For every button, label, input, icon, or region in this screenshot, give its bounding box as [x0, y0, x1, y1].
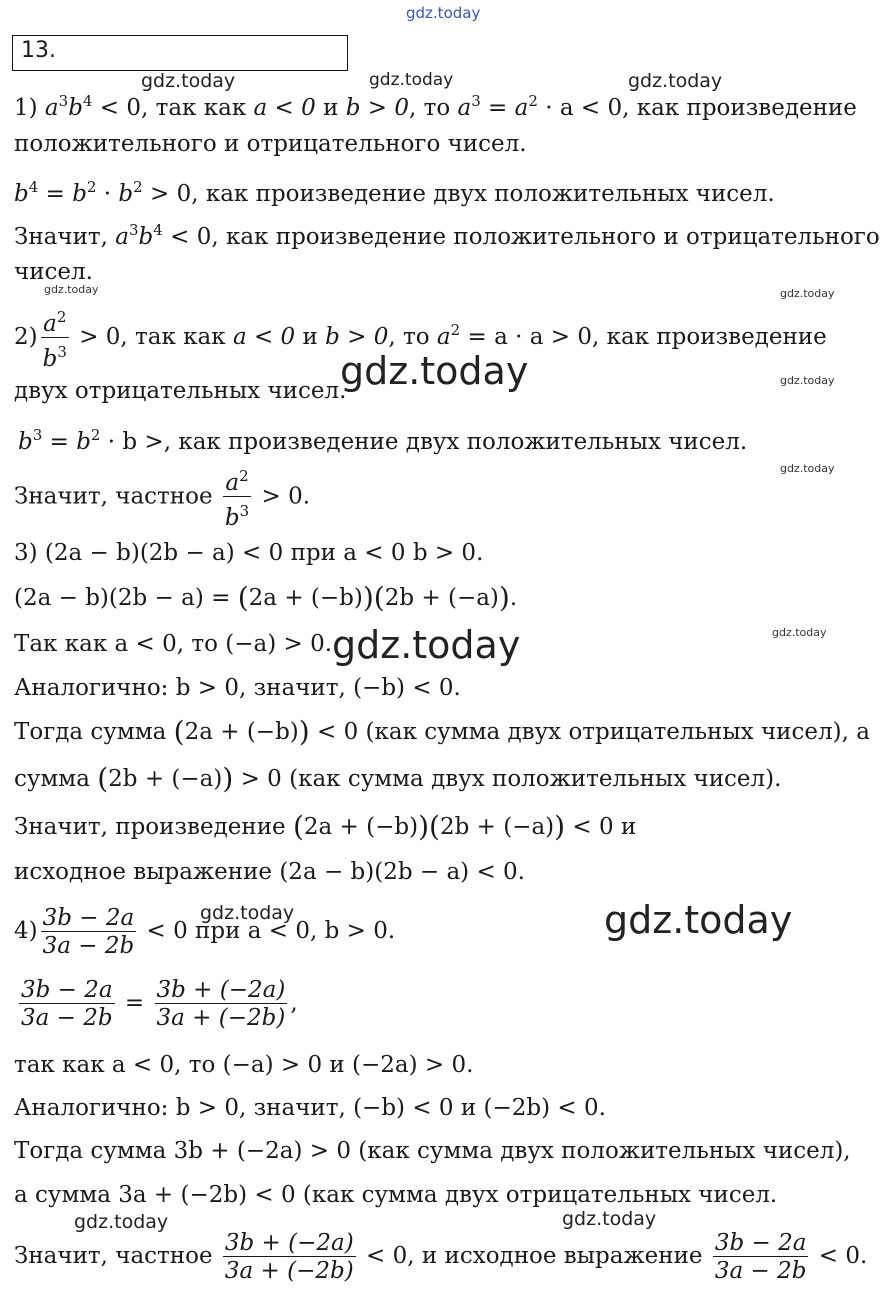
fraction-denominator: 3a + (−2b)	[224, 1257, 354, 1284]
part1-line2: положительного и отрицательного чисел.	[14, 131, 527, 157]
text: и	[295, 324, 326, 350]
fraction-denominator: 3a − 2b	[42, 932, 135, 959]
exponent: 3	[239, 502, 250, 520]
math-var: a	[436, 324, 451, 350]
watermark: gdz.today	[141, 70, 236, 92]
part3-line1: 3) (2a − b)(2b − a) < 0 при a < 0 b > 0.	[14, 540, 484, 566]
text: > 0 (как сумма двух положительных чисел).	[233, 766, 782, 792]
paren: (	[429, 810, 440, 843]
watermark: gdz.today	[780, 287, 835, 300]
text: .	[509, 585, 518, 611]
math-expr: 2a + (−b)	[303, 814, 419, 840]
fraction	[223, 463, 251, 532]
fraction-numerator: 3b − 2a	[714, 1229, 807, 1256]
text: Тогда сумма	[14, 719, 174, 745]
text: < 0, и исходное выражение	[358, 1243, 710, 1269]
text: (2a − b)(2b − a) =	[14, 585, 238, 611]
watermark: gdz.today	[628, 70, 723, 92]
part1-line1	[14, 86, 857, 123]
part1-line5: чисел.	[14, 259, 93, 285]
part2-line3	[18, 420, 747, 457]
watermark-large: gdz.today	[332, 623, 521, 667]
text: и	[315, 95, 346, 121]
paren: (	[173, 715, 185, 748]
fraction	[41, 304, 69, 373]
math-expr: 2b + (−a)	[108, 766, 223, 792]
math-expr: 2a + (−b)	[184, 719, 299, 745]
part4-line6: а сумма 3a + (−2b) < 0 (как сумма двух отрицательных чисел.	[14, 1182, 778, 1208]
text: ·	[96, 181, 119, 207]
text: > 0.	[254, 483, 311, 510]
exponent: 3	[128, 221, 139, 239]
text: < 0, так как	[92, 95, 254, 121]
part3-line2	[14, 583, 517, 613]
text: Значит, частное	[14, 483, 220, 510]
math-var: b	[42, 345, 58, 372]
exponent: 3	[57, 342, 67, 361]
exponent: 2	[86, 178, 97, 196]
paren: )	[418, 810, 430, 843]
fraction	[713, 1230, 809, 1285]
text: > 0, как произведение двух положительных чисел.	[142, 181, 775, 207]
watermark-top: gdz.today	[406, 4, 481, 22]
text: Значит,	[14, 224, 116, 250]
part4-line7	[14, 1226, 867, 1286]
fraction-numerator: 3b + (−2a)	[156, 976, 286, 1003]
text: =	[117, 990, 152, 1016]
math-var: b	[72, 181, 87, 207]
paren: (	[292, 810, 304, 843]
text: < 0.	[811, 1243, 868, 1269]
part3-line5	[14, 717, 870, 747]
exponent: 2	[133, 178, 143, 196]
watermark-large: gdz.today	[604, 898, 793, 942]
math-var: b	[68, 95, 83, 121]
math-expr: 2b + (−a)	[384, 585, 499, 611]
fraction-denominator: 3a − 2b	[714, 1257, 807, 1284]
fraction-denominator: 3a − 2b	[21, 1004, 113, 1031]
text: =	[42, 429, 77, 455]
math-expr: b > 0	[325, 324, 389, 350]
exponent: 2	[90, 426, 101, 444]
math-var: b	[14, 181, 29, 207]
paren: )	[362, 581, 374, 614]
text: , то	[388, 324, 437, 350]
watermark: gdz.today	[780, 462, 835, 475]
fraction-numerator: 3b − 2a	[42, 904, 135, 931]
exponent: 4	[82, 92, 93, 110]
math-var: a	[43, 310, 57, 337]
part4-line5: Тогда сумма 3b + (−2a) > 0 (как сумма двух положительных чисел),	[14, 1138, 851, 1164]
exponent: 2	[450, 321, 461, 339]
item-number: 1)	[14, 95, 38, 121]
math-expr: a < 0	[232, 324, 296, 350]
fraction	[223, 1230, 356, 1285]
text: сумма	[14, 766, 98, 792]
text: < 0, как произведение положительного и отрицательного	[162, 224, 880, 250]
paren: (	[237, 581, 249, 614]
fraction	[41, 905, 137, 960]
paren: )	[298, 715, 310, 748]
math-expr: 2b + (−a)	[439, 814, 555, 840]
text: ,	[290, 990, 298, 1016]
fraction-numerator: 3b − 2a	[21, 976, 113, 1003]
fraction-numerator: 3b + (−2a)	[224, 1229, 354, 1256]
part3-line6	[14, 764, 781, 794]
part3-line7	[14, 812, 636, 842]
watermark: gdz.today	[562, 1208, 657, 1230]
item-number: 4)	[14, 918, 38, 944]
task-header-box	[12, 35, 348, 71]
text: < 0 при a < 0, b > 0.	[139, 918, 396, 944]
math-expr: a < 0	[253, 95, 316, 121]
watermark: gdz.today	[780, 374, 835, 387]
exponent: 4	[153, 221, 163, 239]
math-expr: 2a + (−b)	[248, 585, 363, 611]
exponent: 4	[28, 178, 39, 196]
part2-line4	[14, 463, 310, 532]
part1-line3	[14, 172, 775, 209]
exponent: 3	[58, 92, 69, 110]
part2-line2: двух отрицательных чисел.	[14, 378, 347, 404]
text: =	[480, 95, 515, 121]
watermark: gdz.today	[369, 70, 454, 90]
part3-line4: Аналогично: b > 0, значит, (−b) < 0.	[14, 675, 461, 701]
watermark: gdz.today	[44, 283, 99, 296]
part4-line1	[14, 901, 395, 961]
part4-line2	[16, 973, 298, 1033]
exponent: 2	[528, 92, 538, 110]
watermark: gdz.today	[772, 626, 827, 639]
math-var: b	[76, 429, 91, 455]
part3-line8: исходное выражение (2a − b)(2b − a) < 0.	[14, 859, 525, 885]
paren: (	[97, 762, 109, 795]
text: · b >, как произведение двух положительных чисел.	[100, 429, 748, 455]
math-var: a	[514, 95, 529, 121]
text: < 0 (как сумма двух отрицательных чисел), а	[309, 719, 870, 745]
watermark-large: gdz.today	[340, 349, 529, 393]
fraction	[19, 977, 115, 1032]
text: > 0, так как	[71, 324, 233, 350]
paren: (	[373, 581, 385, 614]
part4-line4: Аналогично: b > 0, значит, (−b) < 0 и (−2b) < 0.	[14, 1095, 606, 1121]
text: < 0 и	[565, 814, 637, 840]
exponent: 3	[32, 426, 43, 444]
item-number: 2)	[14, 324, 38, 350]
watermark: gdz.today	[74, 1211, 169, 1233]
text: · a < 0, как произведение	[537, 95, 857, 121]
math-var: a	[115, 224, 129, 250]
fraction-denominator: 3a + (−2b)	[156, 1004, 286, 1031]
watermark: gdz.today	[200, 902, 295, 924]
math-var: b	[18, 429, 33, 455]
math-var: a	[457, 95, 472, 121]
part2-line1	[14, 300, 827, 373]
paren: )	[498, 581, 510, 614]
paren: )	[222, 762, 234, 795]
exponent: 2	[56, 307, 67, 326]
math-var: b	[138, 224, 154, 250]
text: , то	[408, 95, 458, 121]
part3-line3: Так как a < 0, то (−a) > 0.	[14, 631, 333, 657]
exponent: 3	[471, 92, 481, 110]
part1-line4	[14, 215, 880, 252]
exponent: 2	[239, 467, 249, 485]
text: Значит, произведение	[14, 814, 293, 840]
math-var: b	[118, 181, 134, 207]
math-expr: b > 0	[345, 95, 409, 121]
math-var: a	[44, 95, 59, 121]
math-var: b	[224, 505, 240, 531]
paren: )	[554, 810, 566, 843]
text: Значит, частное	[14, 1243, 220, 1269]
task-number: 13.	[21, 38, 56, 63]
text: =	[38, 181, 73, 207]
text: = a · a > 0, как произведение	[460, 324, 827, 350]
math-var: a	[225, 470, 240, 496]
fraction	[155, 977, 288, 1032]
part4-line3: так как a < 0, то (−a) > 0 и (−2a) > 0.	[14, 1052, 474, 1078]
